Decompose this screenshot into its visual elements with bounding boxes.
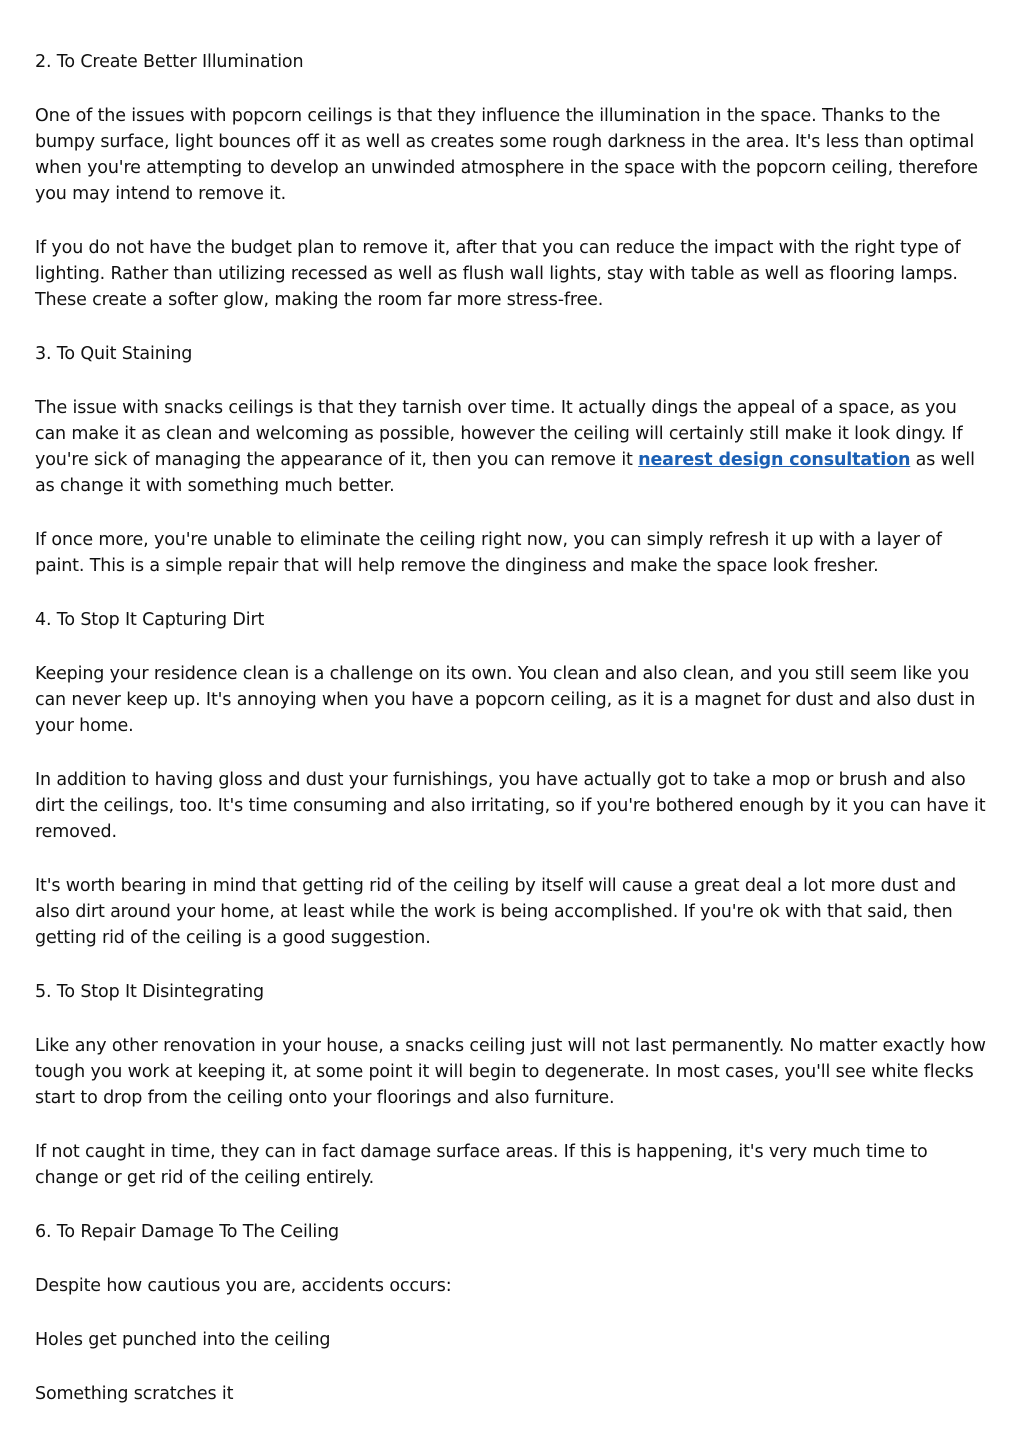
section-heading-illumination: 2. To Create Better Illumination: [35, 52, 304, 72]
paragraph-dusting-ceilings: In addition to having gloss and dust your furnishings, you have actually got to take a mop or brush and also dirt the ceilings, too. It's time consuming and also irritating, so if you're bothered enough by it you can have it removed.: [35, 770, 986, 842]
section-heading-disintegrating: 5. To Stop It Disintegrating: [35, 982, 264, 1002]
paragraph-degeneration: Like any other renovation in your house, a snacks ceiling just will not last permanently. No matter exactly how tough you work at keeping it, at some point it will begin to degenerate. In most cases, you'll see white flecks start to drop from the ceiling onto your floorings and also furniture.: [35, 1036, 986, 1108]
paragraph-holes: Holes get punched into the ceiling: [35, 1330, 331, 1350]
section-heading-staining: 3. To Quit Staining: [35, 344, 193, 364]
paragraph-surface-damage: If not caught in time, they can in fact damage surface areas. If this is happening, it's very much time to change or get rid of the ceiling entirely.: [35, 1142, 928, 1188]
paragraph-staining-text-before: The issue with snacks ceilings is that they tarnish over time. It actually dings the appeal of a space, as you can make it as clean and welcoming as possible, however the ceiling will certainly still make it look dingy. If you're sick of managing the appearance of it, then you can remove it: [35, 398, 963, 470]
paragraph-removal-dust: It's worth bearing in mind that getting rid of the ceiling by itself will cause a great deal a lot more dust and also dirt around your home, at least while the work is being accomplished. If you're ok with that said, then getting rid of the ceiling is a good suggestion.: [35, 876, 957, 948]
section-heading-dirt: 4. To Stop It Capturing Dirt: [35, 610, 265, 630]
paragraph-dirt-challenge: Keeping your residence clean is a challenge on its own. You clean and also clean, and you still seem like you can never keep up. It's annoying when you have a popcorn ceiling, as it is a magnet for dust and also dust in your home.: [35, 664, 976, 736]
section-heading-repair: 6. To Repair Damage To The Ceiling: [35, 1222, 340, 1242]
paragraph-illumination-issue: One of the issues with popcorn ceilings is that they influence the illumination in the space. Thanks to the bumpy surface, light bounces off it as well as creates some rough darkness in the area. It's less than optimal when you're attempting to develop an unwinded atmosphere in the space with the popcorn ceiling, therefore you may intend to remove it.: [35, 106, 978, 204]
paragraph-staining-text-after: as well as change it with something much better.: [35, 450, 975, 496]
nearest-design-consultation-link[interactable]: nearest design consultation: [638, 450, 911, 470]
paragraph-accidents: Despite how cautious you are, accidents occurs:: [35, 1276, 452, 1296]
paragraph-staining-issue: [35, 395, 990, 499]
paragraph-paint-refresh: If once more, you're unable to eliminate the ceiling right now, you can simply refresh it up with a layer of paint. This is a simple repair that will help remove the dinginess and make the space look fresher.: [35, 530, 942, 576]
paragraph-scratches: Something scratches it: [35, 1384, 234, 1404]
paragraph-lighting-tip: If you do not have the budget plan to remove it, after that you can reduce the impact with the right type of lighting. Rather than utilizing recessed as well as flush wall lights, stay with table as well as flooring lamps. These create a softer glow, making the room far more stress-free.: [35, 238, 961, 310]
document-body: [35, 49, 990, 1435]
